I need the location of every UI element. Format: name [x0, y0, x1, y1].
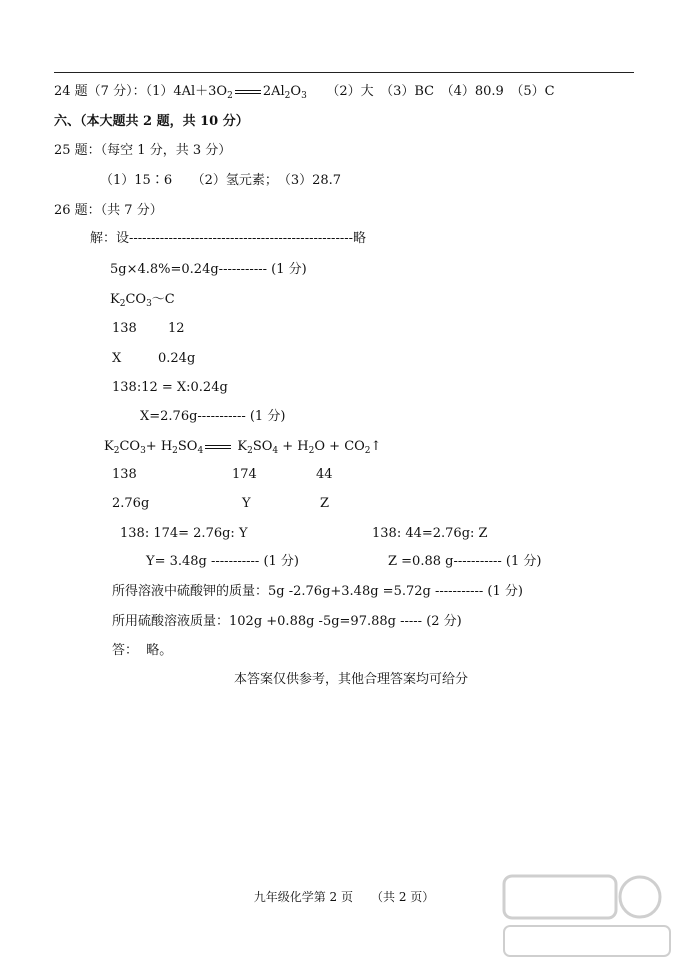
sulfuric-acid-solution-mass: 所用硫酸溶液质量：102g +0.88g -5g=97.88g ----- (2 分) — [112, 614, 462, 629]
solution-intro: 解：设---------------------------------------------------略 — [90, 231, 367, 246]
q24-line: 24 题（7 分）：$(1)4Al+3O_2$ $2Al_2O_3$ （2）大 （3）BC （4）80.9 （5）C — [54, 84, 555, 101]
molar-mass-174: 174 — [232, 467, 257, 482]
molar-mass-138: 138 — [112, 467, 137, 482]
ratio-y: 138: 174= 2.76g: Y — [120, 526, 248, 541]
ratio-z: 138: 44=2.76g: Z — [372, 526, 488, 541]
q26-heading: 26 题：（共 7 分） — [54, 203, 163, 218]
result-x: X=2.76g----------- (1 分) — [140, 409, 286, 424]
solution-line-1: 5g×4.8%=0.24g----------- (1 分) — [110, 262, 307, 277]
mass-138: 138 — [112, 321, 137, 336]
section-six-heading: 六、（本大题共 2 题，共 10 分） — [54, 114, 249, 129]
molar-mass-44: 44 — [316, 467, 333, 482]
result-z: Z =0.88 g----------- (1 分) — [388, 554, 542, 569]
q25-heading: 25 题：（每空 1 分，共 3 分） — [54, 143, 232, 158]
k2co3-c-relation: $K_2CO_3\sim C$ — [110, 292, 175, 309]
reference-note: 本答案仅供参考，其他合理答案均可给分 — [234, 672, 469, 687]
unknown-x: X — [112, 351, 122, 366]
mass-2-76g: 2.76g — [112, 496, 150, 511]
mass-12: 12 — [168, 321, 185, 336]
unknown-y: Y — [242, 496, 251, 511]
page-footer: 九年级化学第 2 页 （共 2 页） — [253, 890, 435, 904]
result-y: Y= 3.48g ----------- (1 分) — [146, 554, 300, 569]
q25-answers: （1）15∶6 （2）氢元素； （3）28.7 — [100, 173, 342, 188]
reaction-equation: $K_2CO_3+ H_2SO_4$ $K_2SO_4 + H_2O$ + $CO_2↑$ — [104, 439, 382, 456]
value-0-24g: 0.24g — [158, 351, 196, 366]
ratio-x: 138:12 = X:0.24g — [112, 380, 228, 395]
unknown-z: Z — [320, 496, 330, 511]
top-rule — [54, 72, 634, 73]
potassium-sulfate-mass: 所得溶液中硫酸钾的质量：5g -2.76g+3.48g =5.72g ----------- (1 分) — [112, 584, 523, 599]
equals-sign-icon — [235, 90, 261, 94]
equals-sign-icon — [205, 445, 231, 449]
site-logo — [500, 872, 675, 962]
answer-line: 答： 略。 — [112, 643, 173, 658]
